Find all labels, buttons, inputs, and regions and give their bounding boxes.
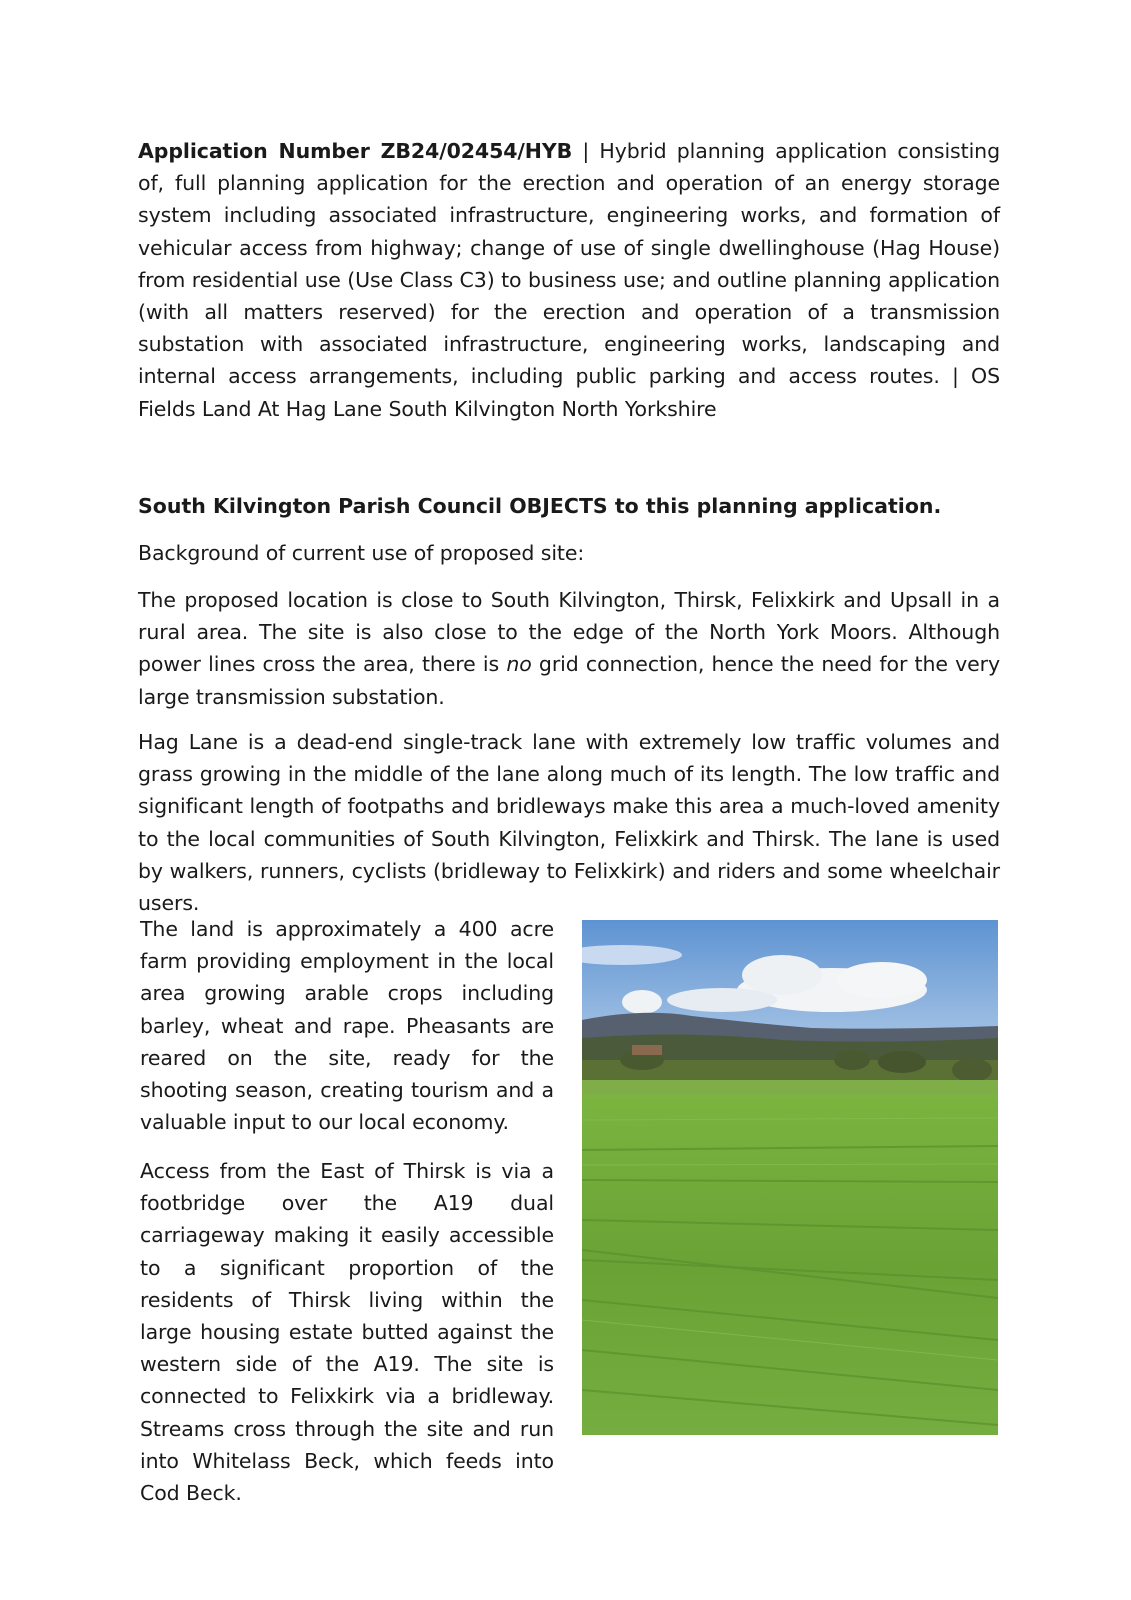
location-text-emphasis: no [506,652,532,677]
location-text-end: grid connection, hence the need for the very large transmission substation. [138,652,1000,709]
access-paragraph: Access from the East of Thirsk is via a footbridge over the A19 dual carriageway making it easily accessible to a significant proportion of the residents of Thirsk living within the large housing estate butted against the western side of the A19. The site is connected to Felixkirk via a bridleway. Streams cross through the site and run into Whitelass Beck, which feeds into Cod Beck. [140,1159,554,1506]
location-paragraph [138,584,1000,713]
location-text-start: The proposed location is close to South Kilvington, Thirsk, Felixkirk and Upsall in a rural area. The site is also close to the edge of the North York Moors. Although power lines cross the area, there is [138,588,1000,677]
land-paragraph: The land is approximately a 400 acre farm providing employment in the local area growing arable crops including barley, wheat and rape. Pheasants are reared on the site, ready for the shooting season, creating tourism and a valuable input to our local economy. [140,917,554,1135]
objection-heading: South Kilvington Parish Council OBJECTS to this planning application. [138,494,942,518]
application-number: Application Number ZB24/02454/HYB [138,139,573,163]
background-label: Background of current use of proposed site: [138,541,585,565]
landscape-image [582,920,998,1435]
farm-field-photo [582,920,998,1435]
application-description: | Hybrid planning application consisting of, full planning application for the erection and operation of an energy storage system including associated infrastructure, engineering works, and formation of vehicular access from highway; change of use of single dwellinghouse (Hag House) from residential use (Use Class C3) to business use; and outline planning application (with all matters reserved) for the erection and operation of a transmission substation with associated infrastructure, engineering works, landscaping and internal access arrangements, including public parking and access routes. | OS Fields Land At Hag Lane South Kilvington North Yorkshire [138,139,1000,421]
hag-lane-paragraph: Hag Lane is a dead-end single-track lane with extremely low traffic volumes and grass growing in the middle of the lane along much of its length. The low traffic and significant length of footpaths and bridleways make this area a much-loved amenity to the local communities of South Kilvington, Felixkirk and Thirsk. The lane is used by walkers, runners, cyclists (bridleway to Felixkirk) and riders and some wheelchair users. [138,730,1000,916]
application-paragraph [138,135,1000,425]
